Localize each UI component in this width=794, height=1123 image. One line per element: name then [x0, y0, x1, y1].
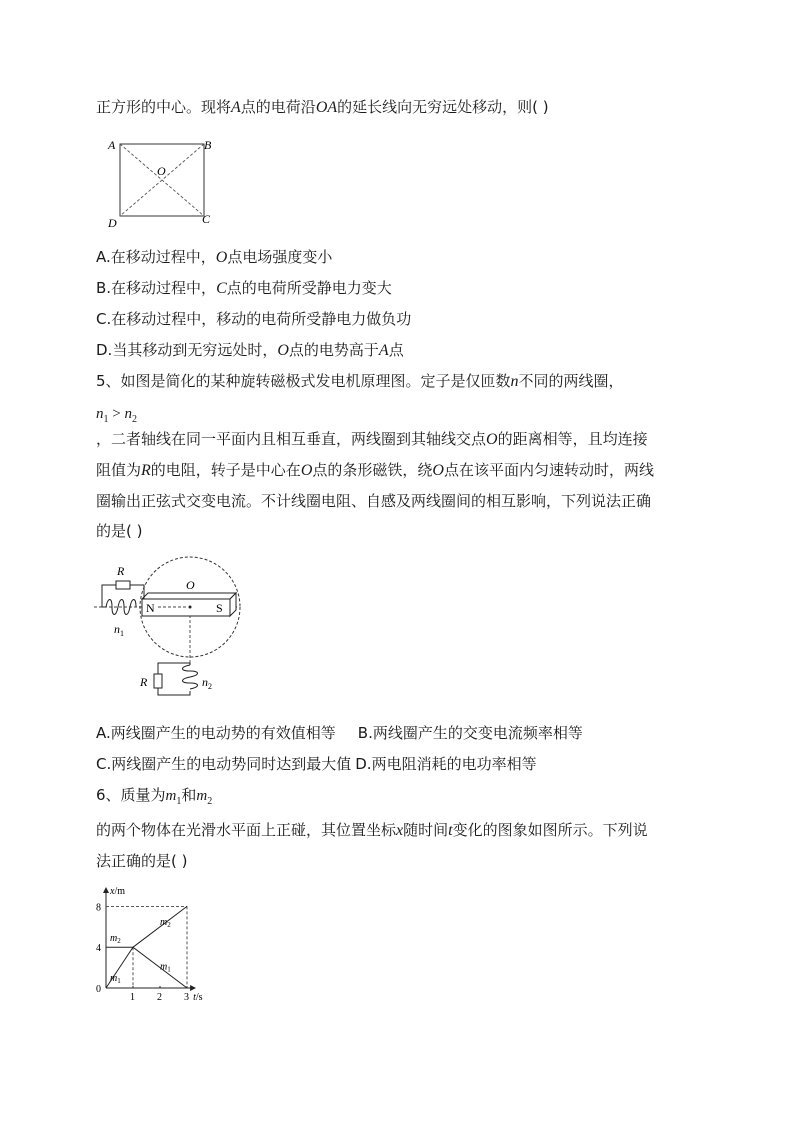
origin-label: 0: [96, 984, 101, 995]
q5-text-5: 阻值为: [96, 461, 142, 479]
q4-d-pre: D.当其移动到无穷远处时，: [96, 341, 278, 359]
q5-text-4: 的距离相等，且均连接: [497, 430, 648, 448]
q5-option-c: C.两线圈产生的电动势同时达到最大值: [96, 755, 352, 773]
center-dot: [189, 606, 192, 609]
cond-sub2: 2: [131, 414, 137, 425]
q4-option-d: [96, 340, 404, 361]
q5-text-7: 点的条形磁铁，绕: [312, 461, 433, 479]
label-south: S: [216, 601, 223, 615]
q4-b-pre: B.在移动过程中，: [96, 279, 217, 297]
cond-op: >: [108, 406, 125, 422]
generator-figure: [92, 555, 262, 715]
cond-sub1: 1: [103, 414, 109, 425]
label-d: D: [108, 216, 117, 230]
resistor-r1: [116, 581, 130, 589]
var-O: O: [277, 342, 289, 359]
var-m2: $m_2$: [196, 788, 213, 807]
var-n: n: [510, 373, 519, 390]
q6-text-4: 变化的图象如图所示。下列说: [452, 821, 648, 839]
q5-text-8: 点在该平面内匀速转动时，两线: [443, 461, 654, 479]
intro-text-1: 正方形的中心。现将: [96, 98, 232, 116]
var-m1: $m_1$: [165, 788, 182, 807]
q4-option-b: [96, 278, 392, 299]
q6-line-2: [96, 820, 648, 841]
var-O: O: [432, 462, 444, 479]
q6-text-5: 法正确的是( ): [96, 852, 188, 870]
coil-n2: [183, 665, 198, 689]
wire-r1: [102, 585, 116, 607]
label-b: B: [204, 138, 212, 152]
q5-text-3: ，二者轴线在同一平面内且相互垂直，两线圈到其轴线交点: [96, 430, 487, 448]
q6-line-3: [96, 851, 187, 871]
label-c: C: [202, 212, 211, 226]
position-time-chart: [92, 882, 232, 1006]
x-tick-label: 1: [130, 992, 135, 1003]
q5-text-6: 的电阻，转子是中心在: [150, 461, 301, 479]
q5-text-1: 5、如图是简化的某种旋转磁极式发电机原理图。定子是仅匝数: [96, 372, 511, 390]
q5-line-1: [96, 371, 624, 392]
label-r2: R: [140, 675, 148, 689]
q6-and: 和: [181, 786, 197, 804]
q6-text-1: 6、质量为: [96, 786, 166, 804]
wire-r2: [158, 663, 190, 674]
intro-text-3: 的延长线向无穷远处移动，则( ): [337, 98, 549, 116]
var-C: C: [216, 280, 227, 297]
x-tick-label: 3: [184, 992, 189, 1003]
square-figure: [100, 132, 230, 232]
q5-option-a: A.两线圈产生的电动势的有效值相等: [96, 724, 336, 742]
var-A: A: [231, 99, 241, 116]
var-x: x: [396, 822, 404, 839]
var-O: O: [300, 462, 313, 479]
wire-r2b: [158, 688, 190, 695]
intro-text-2: 点的电荷沿: [240, 98, 316, 116]
q5-text-9: 圈输出正弦式交变电流。不计线圈电阻、自感及两线圈间的相互影响，下列说法正确: [96, 492, 652, 510]
label-r1: R: [117, 564, 125, 578]
label-m2-right: $m_2$: [160, 916, 171, 929]
q6-text-2: 的两个物体在光滑水平面上正碰，其位置坐标: [96, 821, 397, 839]
var-OA: OA: [315, 99, 338, 116]
y-tick-label: 4: [96, 943, 101, 955]
q5-line-4: [96, 491, 651, 511]
var-O: O: [215, 249, 228, 266]
label-m1-left: $m_1$: [110, 972, 121, 985]
q4-d-mid: 点的电势高于: [288, 341, 379, 359]
magnet-top: [142, 593, 236, 599]
label-n2: $n_2$: [202, 675, 212, 691]
var-O: O: [486, 431, 498, 448]
q4-a-pre: A.在移动过程中，: [96, 248, 216, 266]
cond-n1: n: [96, 406, 104, 422]
label-a: A: [108, 138, 116, 152]
var-R: R: [141, 462, 151, 479]
q5-options-row-1: [96, 723, 583, 743]
label-n1: $n_1$: [114, 622, 124, 638]
q5-option-d: D.两电阻消耗的电功率相等: [355, 755, 537, 773]
intro-line: [96, 97, 549, 118]
var-t: t: [448, 822, 453, 839]
y-tick-label: 8: [96, 902, 101, 914]
label-m1-right: $m_1$: [160, 961, 171, 974]
q4-option-c: [96, 309, 411, 329]
cond-n2: n: [124, 406, 132, 422]
q5-line-5: [96, 521, 142, 541]
x-tick-label: 2: [157, 992, 162, 1003]
label-north: N: [146, 601, 155, 615]
q5-line-3: [96, 460, 654, 481]
q5-condition: [96, 404, 137, 430]
label-o: O: [186, 578, 195, 592]
q6-line-1: [96, 785, 212, 812]
q4-d-post: 点: [388, 341, 404, 359]
q4-option-a: [96, 247, 332, 268]
q4-c-text: C.在移动过程中，移动的电荷所受静电力做负功: [96, 310, 412, 328]
q5-option-b: B.两线圈产生的交变电流频率相等: [357, 724, 583, 742]
q5-line-2: [96, 429, 648, 450]
var-A: A: [378, 342, 389, 359]
q4-a-post: 点电场强度变小: [227, 248, 333, 266]
q5-text-2: 不同的两线圈，: [518, 372, 624, 390]
q5-options-row-2: [96, 754, 537, 774]
q6-text-3: 随时间: [403, 821, 449, 839]
label-m2-left: $m_2$: [110, 933, 121, 946]
label-o: O: [157, 164, 166, 178]
y-axis-label: x/m: [110, 886, 126, 897]
x-axis-label: t/s: [193, 992, 203, 1003]
q4-b-post: 点的电荷所受静电力变大: [226, 279, 392, 297]
q5-text-10: 的是( ): [96, 522, 143, 540]
resistor-r2: [154, 674, 162, 688]
